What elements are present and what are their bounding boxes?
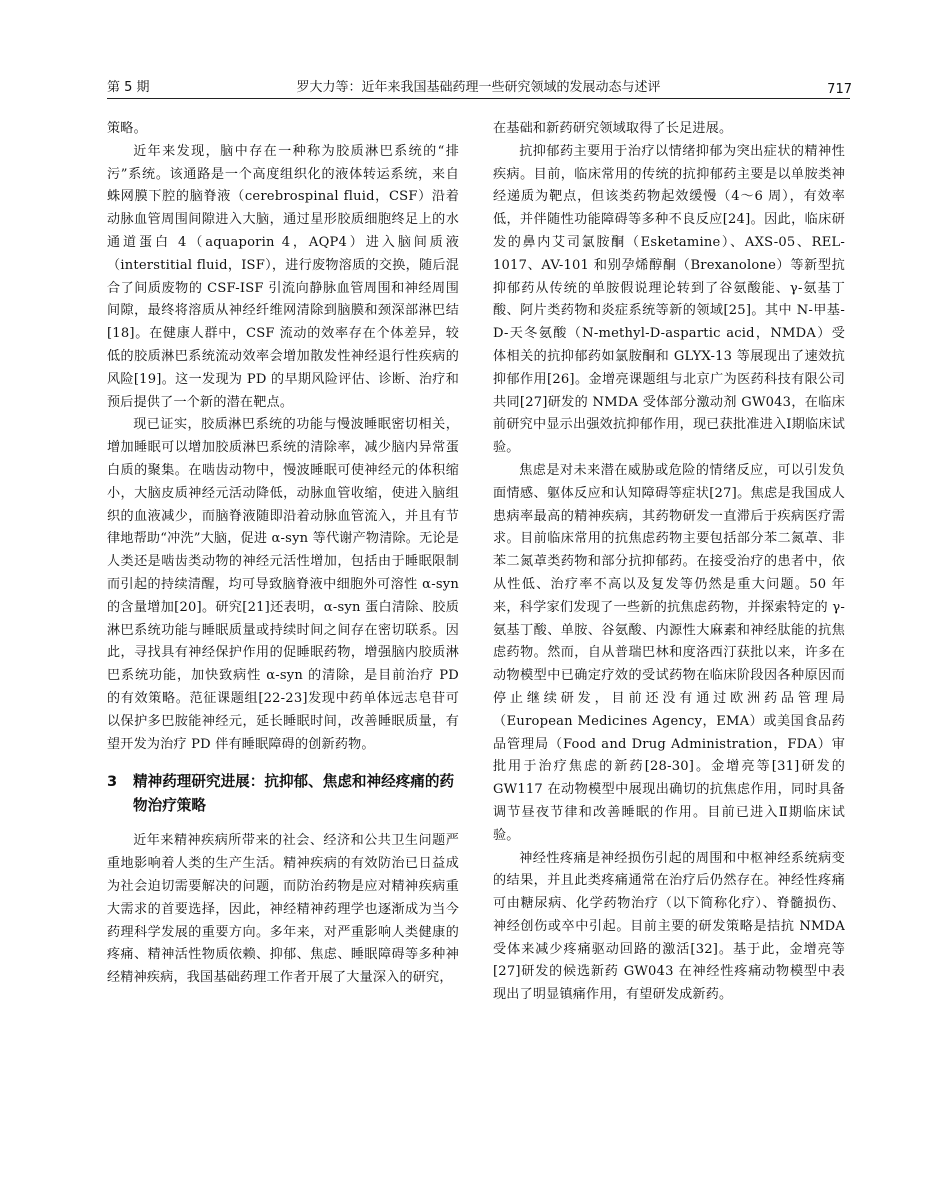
paragraph: 在基础和新药研究领域取得了长足进展。 — [493, 121, 733, 136]
paragraph: 策略。 — [107, 121, 147, 136]
paragraph: 现已证实，胶质淋巴系统的功能与慢波睡眠密切相关，增加睡眠可以增加胶质淋巴系统的清除率，减少脑内异常蛋白质的聚集。在啮齿动物中，慢波睡眠可使神经元的体积缩小，大脑皮质神经元活动降低，动脉血管收缩，使进入脑组织的血液减少，而脑脊液随即沿着动脉血管流入，并且有节律地帮助“冲洗”大脑，促进 α-syn 等代谢产物清除。无论是人类还是啮齿类动物的神经元活性增加，包括由于睡眠限制而引起的持续清醒，均可导致脑脊液中细胞外可溶性 α-syn 的含量增加[20]。研究[21]还表明，α-syn 蛋白清除、胶质淋巴系统功能与睡眠质量或持续时间之间存在密切联系。因此，寻找具有神经保护作用的促睡眠药物，增强脑内胶质淋巴系统功能，加快致病性 α-syn 的清除，是目前治疗 PD 的有效策略。范征课题组[22-23]发现中药单体远志皂苷可以保护多巴胺能神经元，延长睡眠时间，改善睡眠质量，有望开发为治疗 PD 伴有睡眠障碍的创新药物。 — [107, 417, 459, 752]
paragraph: 焦虑是对未来潜在威胁或危险的情绪反应，可以引发负面情感、躯体反应和认知障碍等症状[27]。焦虑是我国成人患病率最高的精神疾病，其药物研发一直滞后于疾病医疗需求。目前临床常用的抗焦虑药物主要包括部分苯二氮䓬、非苯二氮䓬类药物和部分抗抑郁药。在接受治疗的患者中，依从性低、治疗率不高以及复发等仍然是重大问题。50 年来，科学家们发现了一些新的抗焦虑药物，并探索特定的 γ-氨基丁酸、单胺、谷氨酸、内源性大麻素和神经肽能的抗焦虑药物。然而，自从普瑞巴林和度洛西汀获批以来，许多在动物模型中已确定疗效的受试药物在临床阶段因各种原因而停止继续研发，目前还没有通过欧洲药品管理局（European Medicines Agency，EMA）或美国食品药品管理局（Food and Drug Administration，FDA）审批用于治疗焦虑的新药[28-30]。金增亮等[31]研发的 GW117 在动物模型中展现出确切的抗焦虑作用，同时具备调节昼夜节律和改善睡眠的作用。目前已进入Ⅱ期临床试验。 — [493, 462, 845, 843]
issue-number: 第 5 期 — [107, 80, 150, 95]
running-header — [107, 74, 850, 99]
page-number: 717 — [827, 82, 852, 97]
paragraph: 抗抑郁药主要用于治疗以情绪抑郁为突出症状的精神性疾病。目前，临床常用的传统的抗抑郁药主要是以单胺类神经递质为靶点，但该类药物起效缓慢（4～6 周），有效率低，并伴随性功能障碍等多种不良反应[24]。因此，临床研发的鼻内艾司氯胺酮（Esketamine）、AXS-05、REL-1017、AV-101 和别孕烯醇酮（Brexanolone）等新型抗抑郁药从传统的单胺假说理论转到了谷氨酸能、γ-氨基丁酸、阿片类药物和炎症系统等新的领域[25]。其中 N-甲基-D-天冬氨酸（N-methyl-D-aspartic acid，NMDA）受体相关的抗抑郁药如氯胺酮和 GLYX-13 等展现出了速效抗抑郁作用[26]。金增亮课题组与北京广为医药科技有限公司共同[27]研发的 NMDA 受体部分激动剂 GW043，在临床前研究中显示出强效抗抑郁作用，现已获批准进入Ⅰ期临床试验。 — [493, 143, 845, 456]
section-number: 3 — [107, 773, 118, 791]
running-title: 罗大力等：近年来我国基础药理一些研究领域的发展动态与述评 — [296, 80, 661, 95]
section-title: 精神药理研究进展：抗抑郁、焦虑和神经疼痛的药物治疗策略 — [133, 773, 455, 815]
paragraph: 近年来发现，脑中存在一种称为胶质淋巴系统的“排污”系统。该通路是一个高度组织化的液体转运系统，来自蛛网膜下腔的脑脊液（cerebrospinal fluid，CSF）沿着动脉血管周围间隙进入大脑，通过星形胶质细胞终足上的水通道蛋白 4（aquaporin 4，AQP4）进入脑间质液（interstitial fluid，ISF），进行废物溶质的交换，随后混合了间质废物的 CSF-ISF 引流向静脉血管周围和神经周围间隙，最终将溶质从神经纤维网清除到脑膜和颈深部淋巴结[18]。在健康人群中，CSF 流动的效率存在个体差异，较低的胶质淋巴系统流动效率会增加散发性神经退行性疾病的风险[19]。这一发现为 PD 的早期风险评估、诊断、治疗和预后提供了一个新的潜在靶点。 — [107, 143, 459, 410]
right-column — [493, 118, 845, 1007]
section-heading — [107, 770, 459, 818]
paragraph: 近年来精神疾病所带来的社会、经济和公共卫生问题严重地影响着人类的生产生活。精神疾病的有效防治已日益成为社会迫切需要解决的问题，而防治药物是应对精神疾病重大需求的首要选择，因此，神经精神药理学也逐渐成为当今药理科学发展的重要方向。多年来，对严重影响人类健康的疼痛、精神活性物质依赖、抑郁、焦虑、睡眠障碍等多种神经精神疾病，我国基础药理工作者开展了大量深入的研究， — [107, 833, 459, 986]
paragraph: 神经性疼痛是神经损伤引起的周围和中枢神经系统病变的结果，并且此类疼痛通常在治疗后仍然存在。神经性疼痛可由糖尿病、化学药物治疗（以下简称化疗）、脊髓损伤、神经创伤或卒中引起。目前主要的研发策略是拮抗 NMDA 受体来减少疼痛驱动回路的激活[32]。基于此，金增亮等[27]研发的候选新药 GW043 在神经性疼痛动物模型中表现出了明显镇痛作用，有望研发成新药。 — [493, 850, 845, 1003]
left-column — [107, 118, 459, 990]
